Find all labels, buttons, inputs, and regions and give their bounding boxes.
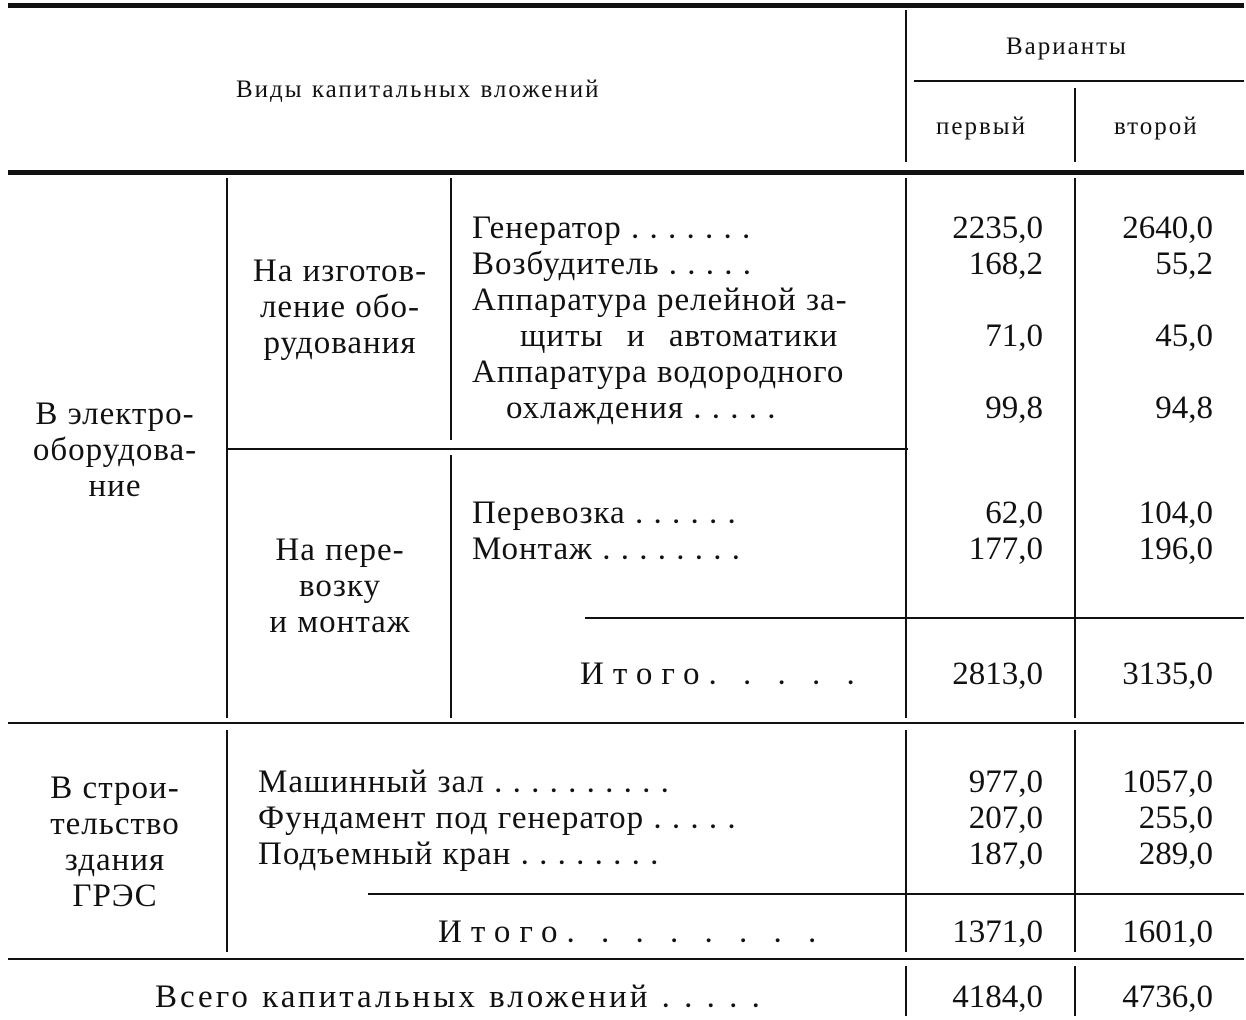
group1-title-line: оборудова-	[32, 432, 198, 468]
item-label: щиты и автоматики	[520, 318, 839, 354]
grand-total-rule	[8, 958, 1244, 960]
item-label: Аппаратура релейной за-	[472, 282, 848, 318]
types-header: Виды капитальных вложений	[236, 76, 601, 103]
col-divider-main-g2	[905, 730, 907, 952]
item-label: Машинный зал . . . . . . . . . .	[258, 764, 670, 800]
value-second: 255,0	[1138, 800, 1213, 836]
value-second: 94,8	[1155, 390, 1213, 426]
group1-total-label: Итого. . . . .	[580, 656, 864, 692]
group2-total-second: 1601,0	[1122, 914, 1213, 950]
value-first: 62,0	[985, 495, 1043, 531]
value-first: 977,0	[968, 764, 1043, 800]
value-first: 207,0	[968, 800, 1043, 836]
item-label: охлаждения . . . . .	[506, 390, 777, 426]
sub2-title-line: и монтаж	[269, 604, 411, 640]
group2-title-line: здания	[64, 842, 166, 878]
sub-separator	[228, 448, 908, 450]
top-rule	[8, 3, 1244, 8]
sub1-title-line: На изготов-	[252, 253, 428, 289]
value-first: 168,2	[968, 246, 1043, 282]
grand-total-label: Всего капитальных вложений . . . . .	[155, 979, 763, 1015]
value-second: 289,0	[1138, 836, 1213, 872]
group1-title-line: ние	[88, 468, 142, 504]
sub2-title	[232, 532, 448, 640]
sub1-title-line: рудования	[263, 325, 417, 361]
item-label: Подъемный кран . . . . . . . .	[258, 836, 660, 872]
group2-title-line: тельство	[50, 806, 180, 842]
header-divider-main	[905, 10, 907, 162]
value-first: 71,0	[985, 318, 1043, 354]
header-divider-variants	[1074, 88, 1076, 162]
sub1-divider	[450, 178, 452, 440]
item-label: Возбудитель . . . . .	[472, 246, 753, 282]
item-label: Аппаратура водородного	[472, 354, 845, 390]
sub1-title	[232, 253, 448, 361]
value-first: 177,0	[968, 531, 1043, 567]
group2-title-line: В строи-	[50, 770, 180, 806]
group2-total-first: 1371,0	[952, 914, 1043, 950]
value-second: 196,0	[1138, 531, 1213, 567]
group2-total-label: Итого. . . . . . . .	[438, 914, 826, 950]
header-bottom-rule	[8, 170, 1244, 175]
group-separator	[8, 722, 1244, 724]
item-label: Монтаж . . . . . . . .	[472, 531, 741, 567]
grand-total-first: 4184,0	[952, 979, 1043, 1015]
col-divider-main-total	[905, 966, 907, 1016]
item-label: Перевозка . . . . . .	[472, 495, 737, 531]
value-second: 55,2	[1155, 246, 1213, 282]
second-variant-header: второй	[1114, 113, 1199, 140]
first-variant-header: первый	[936, 113, 1027, 140]
item-label: Фундамент под генератор . . . . .	[258, 800, 737, 836]
group1-total-rule	[585, 617, 1244, 619]
variants-underline	[914, 80, 1244, 82]
group1-total-second: 3135,0	[1122, 656, 1213, 692]
value-second: 2640,0	[1122, 210, 1213, 246]
variants-header: Варианты	[1006, 33, 1128, 60]
group1-title	[10, 396, 220, 504]
col-divider-variants-g1	[1074, 178, 1076, 718]
value-second: 104,0	[1138, 495, 1213, 531]
sub2-divider	[450, 455, 452, 718]
item-label: Генератор . . . . . . .	[472, 210, 752, 246]
value-second: 1057,0	[1122, 764, 1213, 800]
value-second: 45,0	[1155, 318, 1213, 354]
sub1-title-line: ление обо-	[259, 289, 421, 325]
group2-title-line: ГРЭС	[72, 878, 158, 914]
sub2-title-line: На пере-	[275, 532, 405, 568]
col-divider-variants-g2	[1074, 730, 1076, 952]
sub2-title-line: возку	[299, 568, 381, 604]
grand-total-second: 4736,0	[1122, 979, 1213, 1015]
group1-total-first: 2813,0	[952, 656, 1043, 692]
group1-title-line: В электро-	[35, 396, 195, 432]
group2-title	[10, 770, 220, 914]
group2-total-rule	[368, 893, 1244, 895]
group2-left-divider	[226, 730, 228, 952]
value-first: 187,0	[968, 836, 1043, 872]
col-divider-variants-total	[1074, 966, 1076, 1016]
value-first: 99,8	[985, 390, 1043, 426]
value-first: 2235,0	[952, 210, 1043, 246]
